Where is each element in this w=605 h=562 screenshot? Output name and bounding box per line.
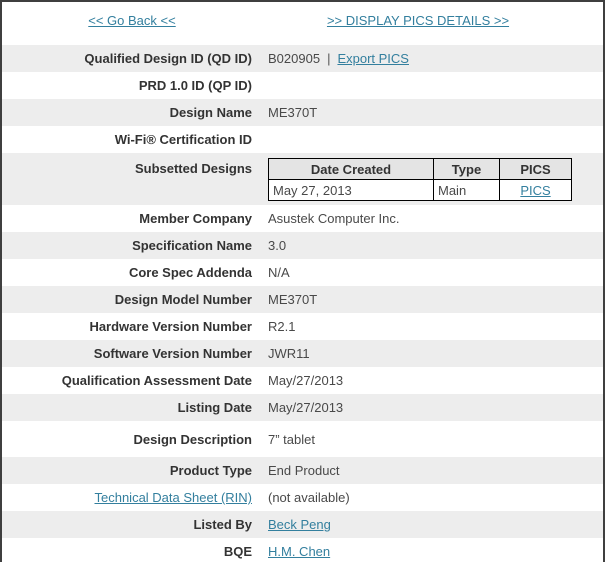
field-value-technical-data-sheet xyxy=(260,490,603,505)
field-label-specification-name: Specification Name xyxy=(132,238,252,253)
field-label-wifi-certification-id: Wi-Fi® Certification ID xyxy=(114,132,252,147)
field-value-product-type xyxy=(260,463,603,478)
value-text: N/A xyxy=(268,265,290,280)
field-label-product-type: Product Type xyxy=(169,463,252,478)
field-label-technical-data-sheet xyxy=(2,490,260,505)
technical-data-sheet-link[interactable]: Technical Data Sheet (RIN) xyxy=(94,490,252,505)
cell-type: Main xyxy=(434,180,500,201)
top-nav xyxy=(2,2,603,45)
display-pics-details-link[interactable]: >> DISPLAY PICS DETAILS >> xyxy=(326,13,510,28)
field-value-member-company xyxy=(260,211,603,226)
field-row-member-company xyxy=(2,205,603,232)
cell-pics xyxy=(500,180,572,201)
field-value-qualified-design-id xyxy=(260,51,603,66)
field-row-qualified-design-id xyxy=(2,45,603,72)
export-pics-link[interactable]: Export PICS xyxy=(337,51,409,66)
field-label-qualification-assessment-date: Qualification Assessment Date xyxy=(61,373,252,388)
field-row-design-description xyxy=(2,421,603,457)
field-row-technical-data-sheet xyxy=(2,484,603,511)
field-row-listing-date xyxy=(2,394,603,421)
field-label-bqe: BQE xyxy=(223,544,252,559)
field-row-prd-id xyxy=(2,72,603,99)
subsetted-designs-table xyxy=(268,158,572,201)
field-label-design-name: Design Name xyxy=(169,105,252,120)
design-details-table xyxy=(2,45,603,562)
field-row-qualification-assessment-date xyxy=(2,367,603,394)
field-label-listed-by: Listed By xyxy=(193,517,252,532)
value-text: ME370T xyxy=(268,292,318,307)
field-label-prd-id: PRD 1.0 ID (QP ID) xyxy=(138,78,252,93)
go-back-cell xyxy=(2,13,262,28)
value-text: B020905 xyxy=(268,51,321,66)
value-text: May/27/2013 xyxy=(268,400,344,415)
pics-link[interactable]: PICS xyxy=(520,182,551,198)
field-value-design-name xyxy=(260,105,603,120)
field-row-listed-by xyxy=(2,511,603,538)
field-label-subsetted-designs: Subsetted Designs xyxy=(134,161,252,176)
field-value-specification-name xyxy=(260,238,603,253)
field-row-bqe xyxy=(2,538,603,562)
subsetted-designs-header-row xyxy=(269,159,572,180)
go-back-link[interactable]: << Go Back << xyxy=(88,13,176,28)
listed-by-link[interactable]: Beck Peng xyxy=(268,517,331,532)
field-label-design-description: Design Description xyxy=(133,431,252,447)
field-row-design-name xyxy=(2,99,603,126)
display-pics-cell xyxy=(262,13,574,28)
field-row-product-type xyxy=(2,457,603,484)
subsetted-designs-data-row xyxy=(269,180,572,201)
field-label-design-model-number: Design Model Number xyxy=(114,292,252,307)
field-row-subsetted-designs xyxy=(2,153,603,205)
field-label-software-version-number: Software Version Number xyxy=(93,346,252,361)
bqe-link[interactable]: H.M. Chen xyxy=(268,544,331,559)
value-text: 3.0 xyxy=(268,238,287,253)
field-value-listing-date xyxy=(260,400,603,415)
field-row-design-model-number xyxy=(2,286,603,313)
field-value-design-description xyxy=(260,432,603,447)
value-text: ME370T xyxy=(268,105,318,120)
field-value-listed-by xyxy=(260,517,603,532)
value-text: May/27/2013 xyxy=(268,373,344,388)
value-text: R2.1 xyxy=(268,319,296,334)
column-header-date-created: Date Created xyxy=(269,159,434,180)
cell-date-created: May 27, 2013 xyxy=(269,180,434,201)
field-row-hardware-version-number xyxy=(2,313,603,340)
field-label-core-spec-addenda: Core Spec Addenda xyxy=(128,265,252,280)
field-label-hardware-version-number: Hardware Version Number xyxy=(89,319,252,334)
value-text: JWR11 xyxy=(268,346,310,361)
value-text: Asustek Computer Inc. xyxy=(268,211,400,226)
field-value-subsetted-designs xyxy=(260,153,603,205)
field-value-bqe xyxy=(260,544,603,559)
value-text: (not available) xyxy=(268,490,350,505)
field-value-hardware-version-number xyxy=(260,319,603,334)
field-label-listing-date: Listing Date xyxy=(177,400,252,415)
field-value-design-model-number xyxy=(260,292,603,307)
field-value-qualification-assessment-date xyxy=(260,373,603,388)
field-value-software-version-number xyxy=(260,346,603,361)
value-text: 7” tablet xyxy=(268,431,315,447)
column-header-type: Type xyxy=(434,159,500,180)
field-value-core-spec-addenda xyxy=(260,265,603,280)
field-row-core-spec-addenda xyxy=(2,259,603,286)
field-row-specification-name xyxy=(2,232,603,259)
value-separator: | xyxy=(327,51,331,66)
field-row-software-version-number xyxy=(2,340,603,367)
field-label-member-company: Member Company xyxy=(139,211,252,226)
field-row-wifi-certification-id xyxy=(2,126,603,153)
field-label-qualified-design-id: Qualified Design ID (QD ID) xyxy=(84,51,252,66)
column-header-pics: PICS xyxy=(500,159,572,180)
value-text: End Product xyxy=(268,463,340,478)
